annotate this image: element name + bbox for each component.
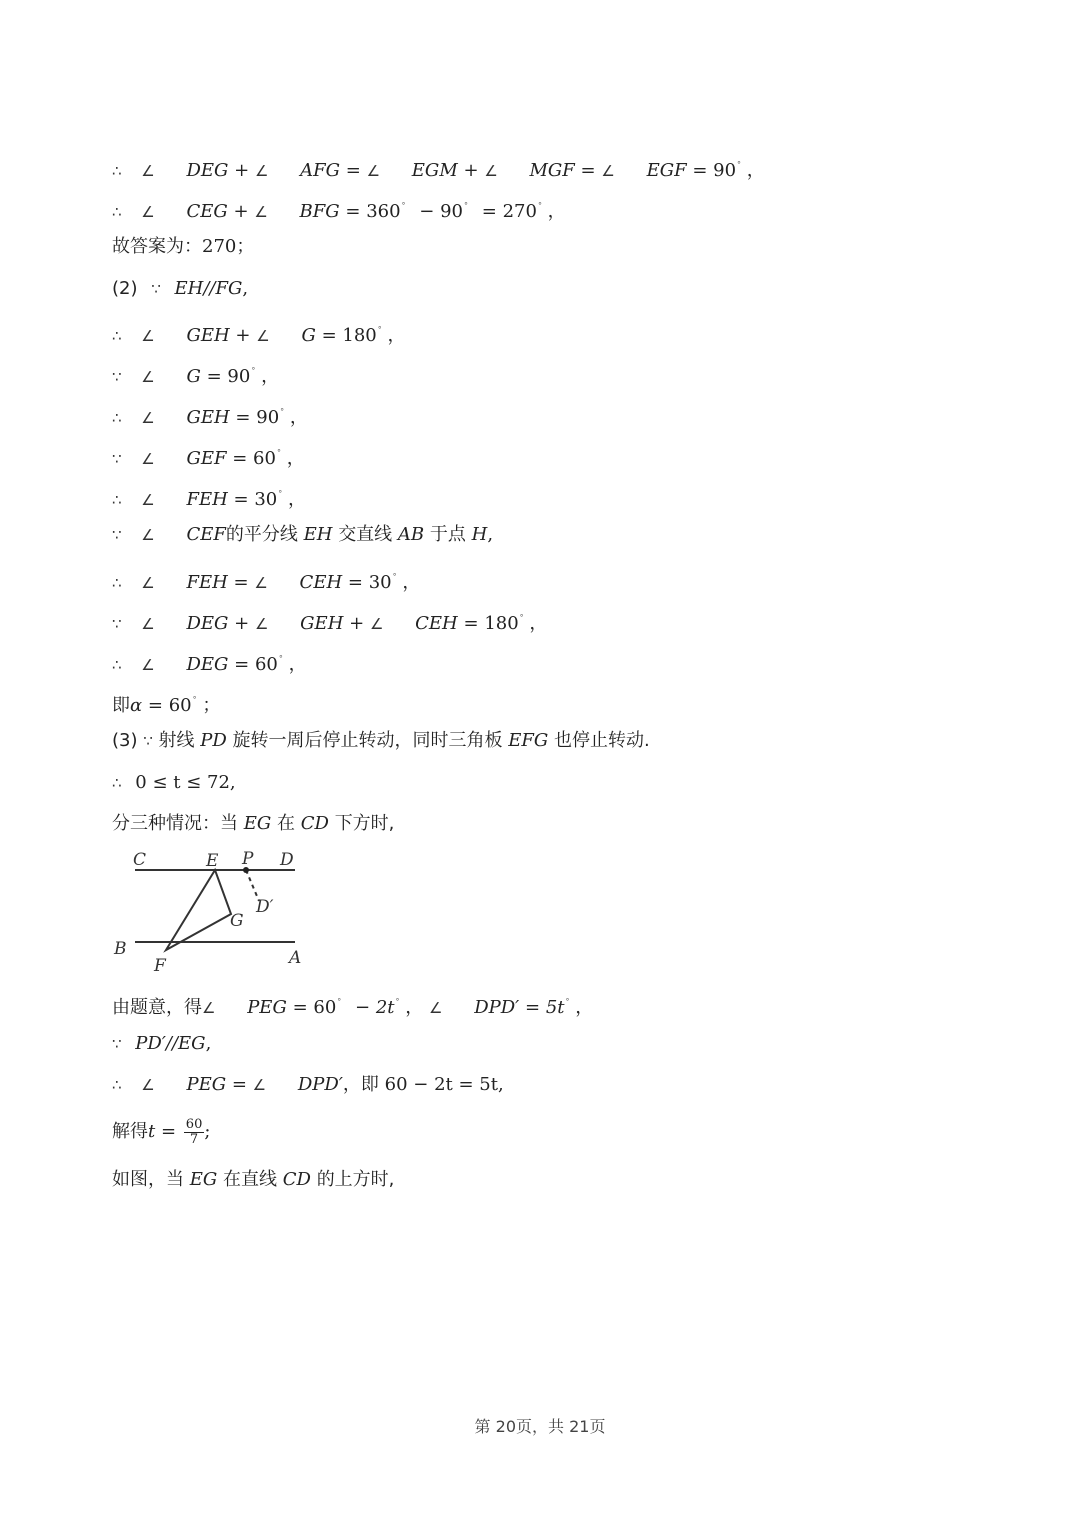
solution-line-2: ∴ ∠ CEG + ∠ BFG = 360° − 90° = 270° ，	[112, 201, 566, 222]
label-d-prime: D′	[256, 897, 274, 917]
solution-line-7: ∴ ∠ GEH = 90° ，	[112, 407, 308, 428]
solution-line-6: ∵ ∠ G = 90° ，	[112, 366, 280, 387]
part-3-heading: (3) ∵ 射线 PD 旋转一周后停止转动，同时三角板 EFG 也停止转动.	[112, 730, 650, 751]
part-2-heading: (2) ∵ EH//FG,	[112, 278, 249, 299]
solution-line-18: 由题意，得∠ PEG = 60° − 2t° ， ∠ DPD′ = 5t° ，	[112, 997, 594, 1018]
therefore-symbol: ∴	[112, 162, 122, 180]
solution-line-14: 即α = 60° ；	[112, 695, 221, 716]
solution-line-16: ∴ 0 ≤ t ≤ 72,	[112, 772, 236, 793]
triangle-efg	[166, 870, 231, 950]
solution-line-21: 解得t = $\frac{60}{7}$ ;	[112, 1116, 211, 1147]
label-c: C	[133, 850, 147, 870]
geometry-figure	[110, 846, 320, 976]
solution-line-11: ∴ ∠ FEH = ∠ CEH = 30° ，	[112, 572, 421, 593]
solution-line-17: 分三种情况：当 EG 在 CD 下方时,	[112, 813, 395, 834]
solution-line-22: 如图，当 EG 在直线 CD 的上方时,	[112, 1169, 395, 1190]
label-g: G	[230, 911, 244, 931]
answer-line: 故答案为：270；	[112, 236, 255, 257]
fraction-60-7: $\frac{60}{7}$	[185, 1116, 203, 1147]
label-e: E	[206, 851, 219, 871]
solution-line-1: ∴ ∠ DEG + ∠ AFG = ∠ EGM + ∠ MGF = ∠ EGF = 90° ，	[112, 160, 765, 181]
page-footer: 第 20页，共 21页	[474, 1417, 606, 1436]
solution-line-8: ∵ ∠ GEF = 60° ，	[112, 448, 305, 469]
label-p: P	[242, 849, 254, 869]
solution-line-5: ∴ ∠ GEH + ∠ G = 180° ，	[112, 325, 406, 346]
label-b: B	[114, 939, 127, 959]
angle-symbol: ∠	[141, 162, 155, 180]
solution-line-12: ∵ ∠ DEG + ∠ GEH + ∠ CEH = 180° ，	[112, 613, 548, 634]
label-d: D	[280, 850, 294, 870]
solution-line-19: ∵ PD′//EG,	[112, 1033, 212, 1054]
label-a: A	[289, 948, 302, 968]
solution-line-20: ∴ ∠ PEG = ∠ DPD′，即 60 − 2t = 5t,	[112, 1074, 504, 1095]
solution-line-13: ∴ ∠ DEG = 60° ，	[112, 654, 307, 675]
solution-line-9: ∴ ∠ FEH = 30° ，	[112, 489, 306, 510]
label-f: F	[154, 956, 166, 976]
solution-line-10: ∵ ∠ CEF的平分线 EH 交直线 AB 于点 H,	[112, 524, 494, 545]
